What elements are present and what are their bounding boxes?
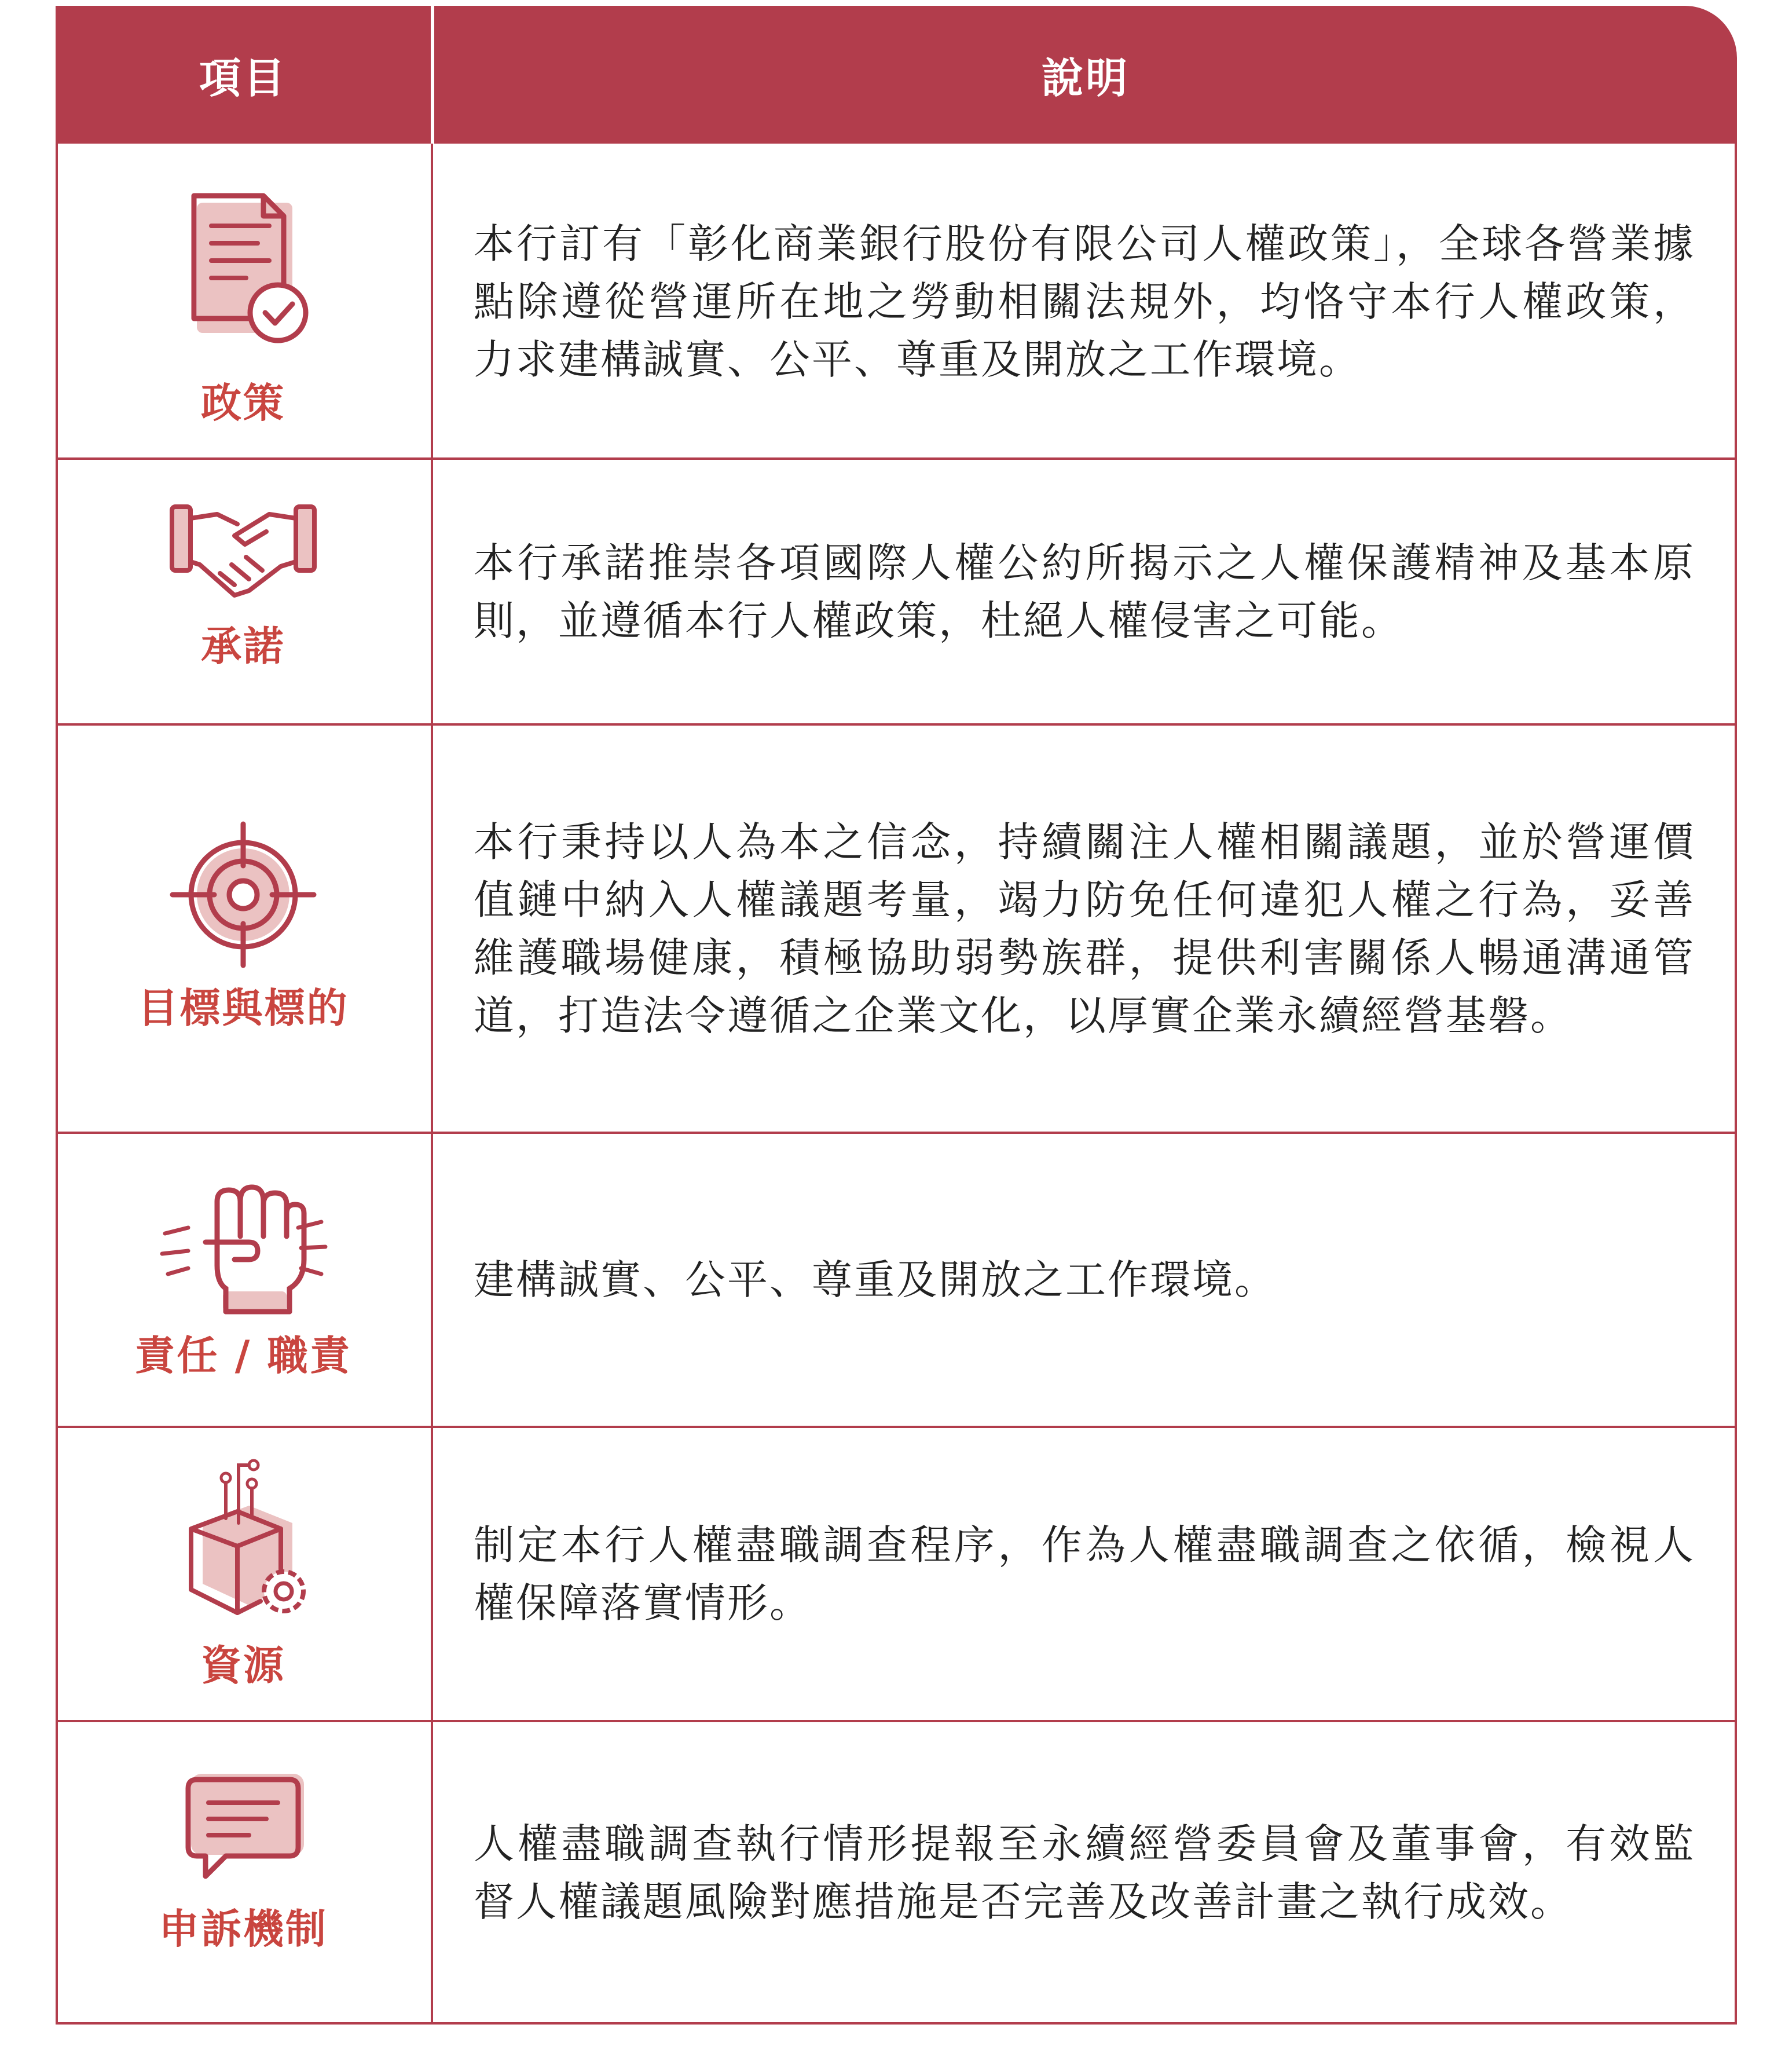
table-row-responsibility-item <box>56 1178 431 1382</box>
row-label-grievance: 申訴機制 <box>159 1905 328 1953</box>
row-description-responsibility: 建構誠實、公平、尊重及開放之工作環境。 <box>474 1256 1277 1304</box>
row-label-commitment: 承諾 <box>201 623 285 670</box>
row-description-commitment: 本行承諾推崇各項國際人權公約所揭示之人權保護精神及基本原則，並遵循本行人權政策，杜絕人權侵害之可能。 <box>474 539 1695 645</box>
box-gear-icon <box>168 1454 318 1627</box>
chat-bubble-icon <box>174 1763 313 1891</box>
header-description: 說明 <box>1041 54 1130 102</box>
column-divider <box>431 144 433 2025</box>
raised-fist-icon <box>156 1178 330 1317</box>
table-row-commitment-desc <box>474 460 1695 723</box>
table-row-policy-desc <box>474 146 1695 457</box>
table-row-goals-item <box>56 819 431 1034</box>
row-label-goals: 目標與標的 <box>137 984 349 1032</box>
table-row-resources-item <box>56 1454 431 1692</box>
table-row-responsibility-desc <box>474 1134 1695 1426</box>
policy-table <box>56 6 1737 2025</box>
handshake-icon <box>165 492 321 608</box>
target-icon <box>168 819 318 970</box>
table-row-commitment-item <box>56 492 431 672</box>
row-description-resources: 制定本行人權盡職調查程序，作為人權盡職調查之依循，檢視人權保障落實情形。 <box>474 1521 1695 1627</box>
table-row-grievance-item <box>56 1763 431 1955</box>
header-item: 項目 <box>199 54 287 102</box>
row-description-policy: 本行訂有「彰化商業銀行股份有限公司人權政策」，全球各營業據點除遵從營運所在地之勞動相關法規外，均恪守本行人權政策，力求建構誠實、公平、尊重及開放之工作環境。 <box>474 220 1695 383</box>
row-description-grievance: 人權盡職調查執行情形提報至永續經營委員會及董事會，有效監督人權議題風險對應措施是否完善及改善計畫之執行成效。 <box>474 1820 1695 1925</box>
table-row-resources-desc <box>474 1428 1695 1720</box>
row-label-resources: 資源 <box>201 1642 285 1689</box>
table-row-goals-desc <box>474 726 1695 1132</box>
row-description-goals: 本行秉持以人為本之信念，持續關注人權相關議題，並於營運價值鏈中納入人權議題考量，竭力防免任何違犯人權之行為，妥善維護職場健康，積極協助弱勢族群，提供利害關係人暢通溝通管道，打造法令遵循之企業文化，以厚實企業永續經營基磐。 <box>474 818 1695 1039</box>
table-row-grievance-desc <box>474 1722 1695 2023</box>
row-label-responsibility: 責任 / 職責 <box>134 1332 352 1379</box>
table-row-policy-item <box>56 180 431 429</box>
row-label-policy: 政策 <box>201 379 285 427</box>
document-check-icon <box>174 180 313 365</box>
